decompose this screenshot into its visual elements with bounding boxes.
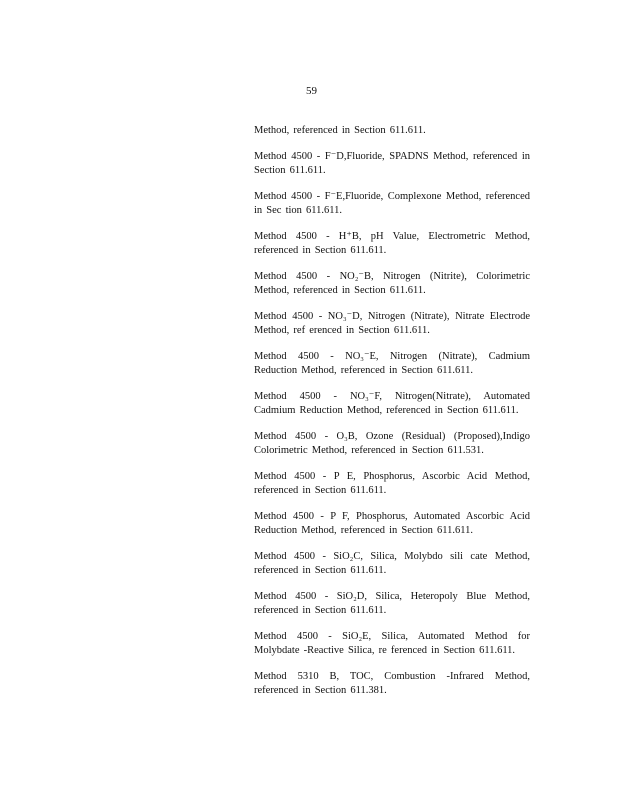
list-item: Method 4500 - F⁻D,Fluoride, SPADNS Method, referenced in Section 611.611. [254, 151, 530, 176]
list-item: Method 4500 - SiO₂C, Silica, Molybdo sili cate Method, referenced in Section 611.611. [254, 551, 530, 576]
list-item: Method 4500 - NO₂⁻B, Nitrogen (Nitrite), Colorimetric Method, referenced in Section 611.611. [254, 271, 530, 296]
list-item: Method 4500 - H⁺B, pH Value, Electrometric Method, referenced in Section 611.611. [254, 231, 530, 256]
list-item: Method 4500 - NO₃⁻F, Nitrogen(Nitrate), Automated Cadmium Reduction Method, referenced in Section 611.611. [254, 391, 530, 416]
list-item: Method 4500 - SiO₂D, Silica, Heteropoly Blue Method, referenced in Section 611.611. [254, 591, 530, 616]
list-item: Method 4500 - P F, Phosphorus, Automated Ascorbic Acid Reduction Method, referenced in Section 611.611. [254, 511, 530, 536]
list-item: Method 4500 - F⁻E,Fluoride, Complexone Method, referenced in Sec tion 611.611. [254, 191, 530, 216]
list-item: Method 5310 B, TOC, Combustion -Infrared Method, referenced in Section 611.381. [254, 671, 530, 696]
list-item: Method 4500 - NO₃⁻D, Nitrogen (Nitrate), Nitrate Electrode Method, ref erenced in Section 611.611. [254, 311, 530, 336]
page-number: 59 [306, 85, 317, 97]
method-reference-list [254, 124, 530, 710]
list-item: Method 4500 - P E, Phosphorus, Ascorbic Acid Method, referenced in Section 611.611. [254, 471, 530, 496]
list-item: Method, referenced in Section 611.611. [254, 125, 426, 136]
list-item: Method 4500 - O₃B, Ozone (Residual) (Proposed),Indigo Colorimetric Method, referenced in Section 611.531. [254, 431, 530, 456]
list-item: Method 4500 - NO₃⁻E, Nitrogen (Nitrate), Cadmium Reduction Method, referenced in Section 611.611. [254, 351, 530, 376]
list-item: Method 4500 - SiO₂E, Silica, Automated Method for Molybdate -Reactive Silica, re ferenced in Section 611.611. [254, 631, 530, 656]
